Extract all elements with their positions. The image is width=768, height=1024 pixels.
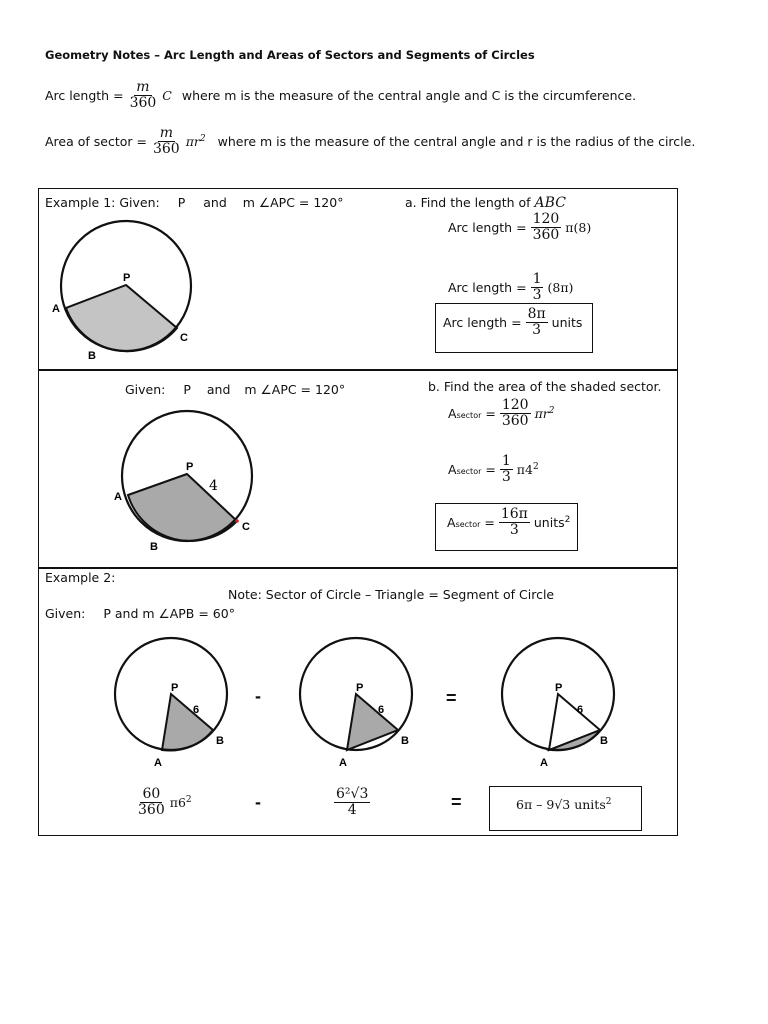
triangle-calc: $\frac{\text{6²√3}}{4}$ bbox=[336, 786, 369, 818]
arc-step2: Arc length = $\frac{1}{3}$ (8π) bbox=[448, 271, 574, 303]
point-b-label: B bbox=[150, 541, 158, 553]
segment-answer: 6π – 9√3 units$^2$ bbox=[516, 797, 612, 813]
example1b-given: Given: P and m ∠APC = 120° bbox=[125, 382, 346, 397]
arc-abc-label: ABC bbox=[534, 195, 566, 211]
radius-label: 6 bbox=[577, 704, 584, 716]
example1-diagram bbox=[40, 215, 210, 365]
triangle-diagram bbox=[293, 632, 423, 772]
radius-label: 4 bbox=[209, 478, 218, 494]
shaded-sector bbox=[162, 694, 213, 751]
sector-fraction-den: 360 bbox=[152, 141, 180, 157]
point-p-label: P bbox=[171, 682, 179, 694]
sector-area-label: Area of sector = bbox=[45, 134, 147, 149]
sector-diagram bbox=[108, 632, 238, 772]
sector-step1: Asector = $\frac{120}{360}$ $\pi r^2$ bbox=[448, 397, 555, 429]
point-a-label: A bbox=[339, 757, 347, 769]
example1-part-a: a. Find the length of ABC bbox=[405, 195, 566, 211]
point-a-label: A bbox=[52, 303, 60, 315]
equals-operator-calc: = bbox=[451, 792, 462, 812]
page-title: Geometry Notes – Arc Length and Areas of Sectors and Segments of Circles bbox=[45, 48, 535, 62]
shaded-triangle bbox=[347, 694, 398, 750]
point-p-label: P bbox=[186, 461, 194, 473]
point-b-label: B bbox=[600, 735, 608, 747]
point-a-label: A bbox=[114, 491, 122, 503]
arc-fraction-den: 360 bbox=[129, 95, 157, 111]
example1-given: Example 1: Given: P and m ∠APC = 120° bbox=[45, 195, 344, 210]
sector-calc: $\frac{60}{360}$ $\pi 6^2$ bbox=[138, 786, 192, 818]
sector-pi-r: $\pi r^2$ bbox=[185, 133, 206, 150]
sector-fraction-num: m bbox=[159, 125, 173, 141]
point-p-label: P bbox=[356, 682, 364, 694]
point-p-label: P bbox=[123, 272, 131, 284]
point-c-label: C bbox=[180, 332, 188, 344]
example2-given: Given: P and m ∠APB = 60° bbox=[45, 606, 235, 621]
sector-description: where m is the measure of the central angle and r is the radius of the circle. bbox=[217, 134, 696, 149]
segment-diagram bbox=[495, 632, 625, 772]
point-a-label: A bbox=[540, 757, 548, 769]
point-a-label: A bbox=[154, 757, 162, 769]
arc-description: where m is the measure of the central angle and C is the circumference. bbox=[181, 88, 637, 103]
minus-operator-calc: - bbox=[255, 792, 261, 812]
example1b-diagram bbox=[108, 404, 278, 559]
point-c-label: C bbox=[242, 521, 250, 533]
radius-label: 6 bbox=[193, 704, 200, 716]
radius-label: 6 bbox=[378, 704, 385, 716]
equals-operator: = bbox=[446, 688, 457, 708]
arc-step1: Arc length = $\frac{120}{360}$ π(8) bbox=[448, 211, 592, 243]
example2-note: Note: Sector of Circle – Triangle = Segment of Circle bbox=[228, 587, 555, 602]
point-c-dot bbox=[235, 519, 239, 523]
example1b-part-b: b. Find the area of the shaded sector. bbox=[428, 379, 662, 394]
arc-fraction bbox=[128, 80, 159, 111]
arc-fraction-num: m bbox=[136, 79, 150, 95]
point-p-label: P bbox=[555, 682, 563, 694]
arc-answer: Arc length = $\frac{8\pi}{3}$ units bbox=[443, 306, 583, 338]
arc-length-formula bbox=[45, 80, 636, 111]
sector-fraction bbox=[151, 126, 182, 157]
arc-length-label: Arc length = bbox=[45, 88, 124, 103]
point-b-label: B bbox=[216, 735, 224, 747]
minus-operator: - bbox=[255, 686, 261, 706]
sector-answer: Asector = $\frac{16\pi}{3}$ units$^2$ bbox=[447, 506, 571, 538]
sector-step2: Asector = $\frac{1}{3}$ $\pi 4^2$ bbox=[448, 453, 539, 485]
sector-area-formula bbox=[45, 126, 695, 157]
point-b-label: B bbox=[401, 735, 409, 747]
example2-heading: Example 2: bbox=[45, 570, 116, 585]
point-b-label: B bbox=[88, 350, 96, 362]
arc-circumference: C bbox=[162, 88, 172, 103]
